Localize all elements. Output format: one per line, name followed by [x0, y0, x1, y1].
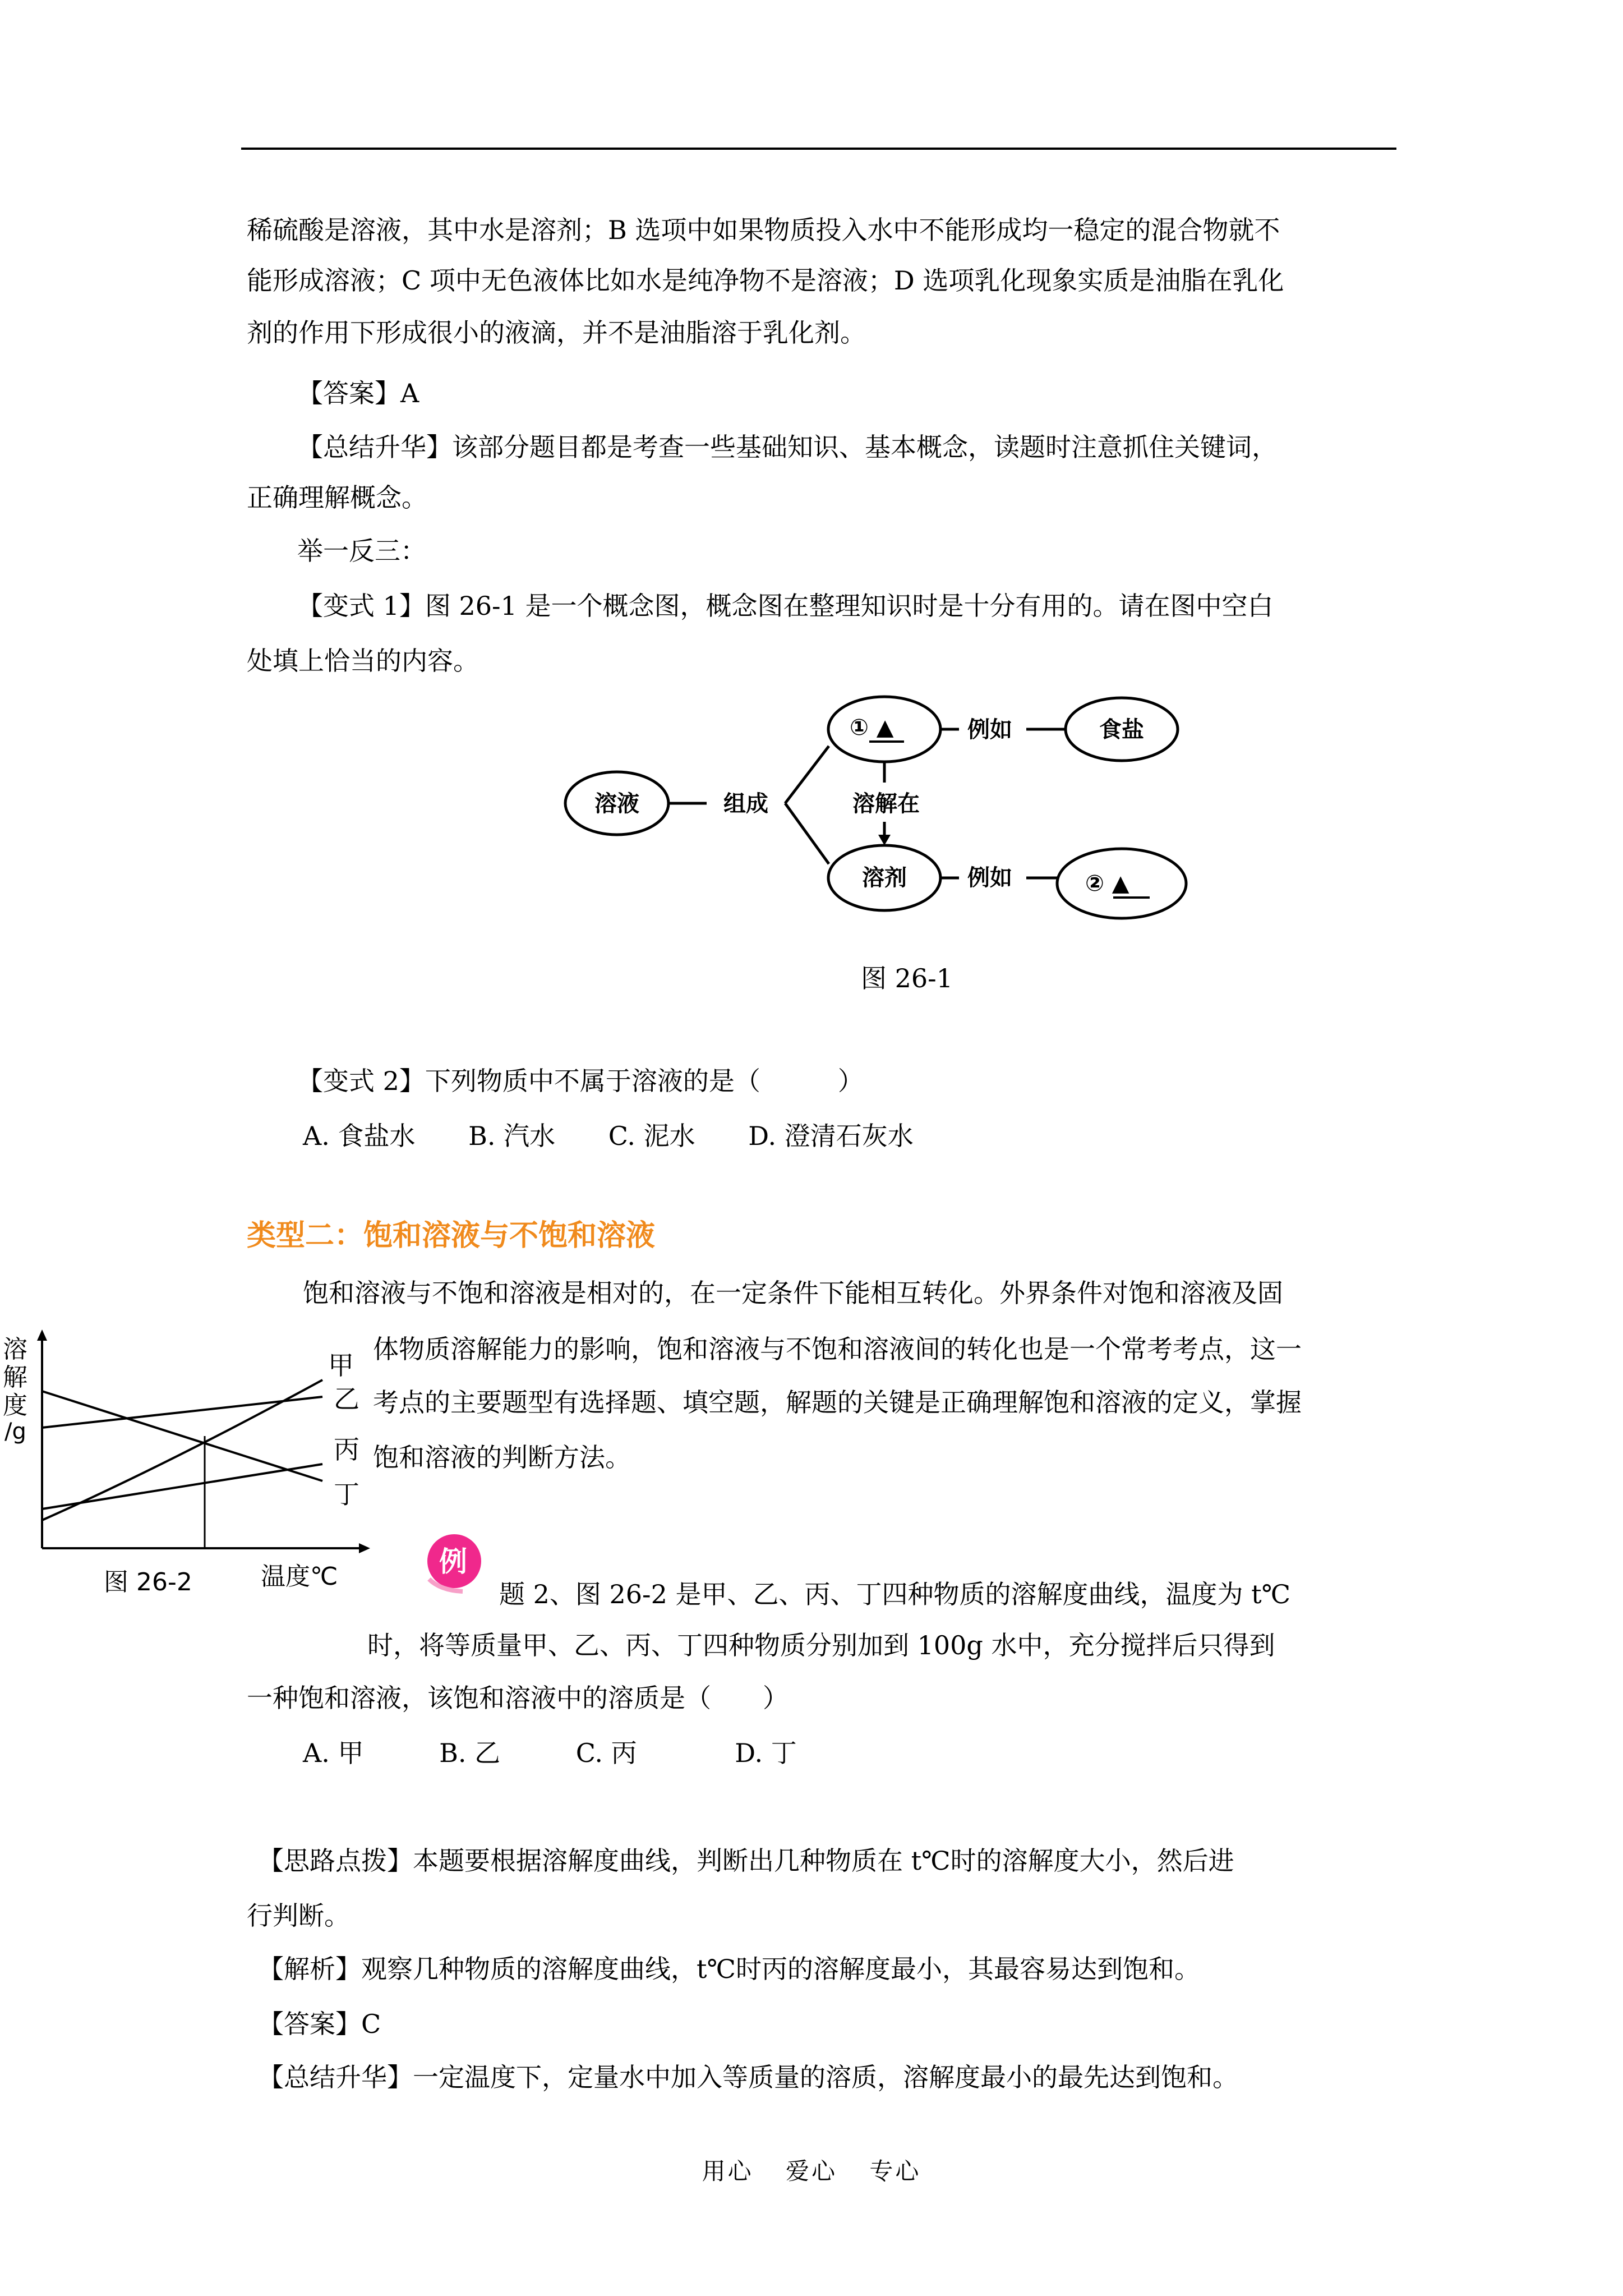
answer-2: 【答案】C — [258, 2009, 381, 2039]
text-line: 饱和溶液与不饱和溶液是相对的，在一定条件下能相互转化。外界条件对饱和溶液及固 — [303, 1278, 1283, 1308]
variant-1: 【变式 1】图 26-1 是一个概念图，概念图在整理知识时是十分有用的。请在图中空白 — [297, 591, 1274, 621]
text-line: 剂的作用下形成很小的液滴，并不是油脂溶于乳化剂。 — [247, 318, 866, 348]
curve-yi — [42, 1397, 322, 1428]
option-c: C. 泥水 — [608, 1121, 695, 1151]
edge-dissolve: 溶解在 — [852, 791, 920, 817]
option-c: C. 丙 — [575, 1738, 637, 1768]
hint-cont: 行判断。 — [247, 1901, 350, 1931]
section-title-type-2: 类型二：饱和溶液与不饱和溶液 — [247, 1219, 656, 1253]
header-rule — [241, 148, 1396, 150]
example-2-line-3: 一种饱和溶液，该饱和溶液中的溶质是（ ） — [247, 1683, 789, 1713]
summary-1: 【总结升华】该部分题目都是考查一些基础知识、基本概念，读题时注意抓住关键词， — [297, 432, 1278, 462]
hint: 【思路点拨】本题要根据溶解度曲线，判断出几种物质在 t℃时的溶解度大小，然后进 — [258, 1846, 1234, 1876]
label-bing: 丙 — [334, 1434, 359, 1465]
analysis: 【解析】观察几种物质的溶解度曲线，t℃时丙的溶解度最小，其最容易达到饱和。 — [258, 1954, 1200, 1984]
example-badge-icon — [423, 1529, 491, 1596]
node-solvent: 溶剂 — [862, 865, 907, 891]
option-a: A. 食盐水 — [303, 1121, 416, 1151]
text-line: 能形成溶液；C 项中无色液体比如水是纯净物不是溶液；D 选项乳化现象实质是油脂在乳化 — [247, 265, 1284, 296]
node-salt: 食盐 — [1099, 717, 1144, 743]
node-solution: 溶液 — [594, 791, 639, 817]
option-d: D. 澄清石灰水 — [748, 1121, 914, 1151]
figure-caption-26-1: 图 26-1 — [861, 963, 953, 993]
label-yi: 乙 — [334, 1384, 359, 1414]
label-ding: 丁 — [334, 1479, 359, 1510]
answer-1: 【答案】A — [297, 378, 419, 408]
curve-ding — [42, 1391, 322, 1481]
ylabel-4: /g — [4, 1419, 26, 1444]
solubility-curve-figure — [0, 1324, 381, 1604]
option-a: A. 甲 — [303, 1738, 364, 1768]
summary-1-cont: 正确理解概念。 — [247, 482, 427, 513]
ylabel-2: 解 — [3, 1363, 27, 1392]
xlabel: 温度℃ — [261, 1562, 338, 1591]
edge-example-2: 例如 — [967, 865, 1012, 891]
juyi-fansan: 举一反三： — [297, 536, 426, 566]
edge-example-1: 例如 — [967, 717, 1012, 743]
node-solute: ① ▲ — [850, 715, 894, 740]
node-blank-2: ② ▲ — [1085, 871, 1129, 896]
curve-bing-lower — [42, 1464, 322, 1509]
label-jia: 甲 — [328, 1350, 354, 1381]
example-2-options — [303, 1736, 842, 1770]
text-line: 稀硫酸是溶液，其中水是溶剂；B 选项中如果物质投入水中不能形成均一稳定的混合物就不 — [247, 215, 1280, 245]
variant-2-options — [303, 1119, 958, 1153]
page-footer: 用心 爱心 专心 — [702, 2157, 921, 2185]
ylabel-3: 度 — [3, 1391, 27, 1420]
option-b: B. 汽水 — [468, 1121, 556, 1151]
concept-map-figure — [561, 684, 1211, 931]
variant-1-cont: 处填上恰当的内容。 — [247, 646, 479, 676]
example-badge-text: 例 — [439, 1545, 467, 1578]
edge-compose: 组成 — [723, 791, 768, 817]
text-line: 饱和溶液的判断方法。 — [373, 1442, 631, 1473]
option-d: D. 丁 — [735, 1738, 797, 1768]
text-line: 体物质溶解能力的影响，饱和溶液与不饱和溶液间的转化也是一个常考考点，这一 — [373, 1334, 1302, 1364]
ylabel-1: 溶 — [3, 1335, 27, 1364]
figure-caption-26-2: 图 26-2 — [104, 1568, 192, 1596]
summary-2: 【总结升华】一定温度下，定量水中加入等质量的溶质，溶解度最小的最先达到饱和。 — [258, 2062, 1238, 2092]
example-2-line-1: 题 2、图 26-2 是甲、乙、丙、丁四种物质的溶解度曲线，温度为 t℃ — [499, 1579, 1291, 1609]
variant-2: 【变式 2】下列物质中不属于溶液的是（ ） — [297, 1066, 864, 1096]
text-line: 考点的主要题型有选择题、填空题，解题的关键是正确理解饱和溶液的定义，掌握 — [373, 1387, 1302, 1418]
option-b: B. 乙 — [439, 1738, 501, 1768]
example-2-line-2: 时，将等质量甲、乙、丙、丁四种物质分别加到 100g 水中，充分搅拌后只得到 — [367, 1630, 1275, 1660]
